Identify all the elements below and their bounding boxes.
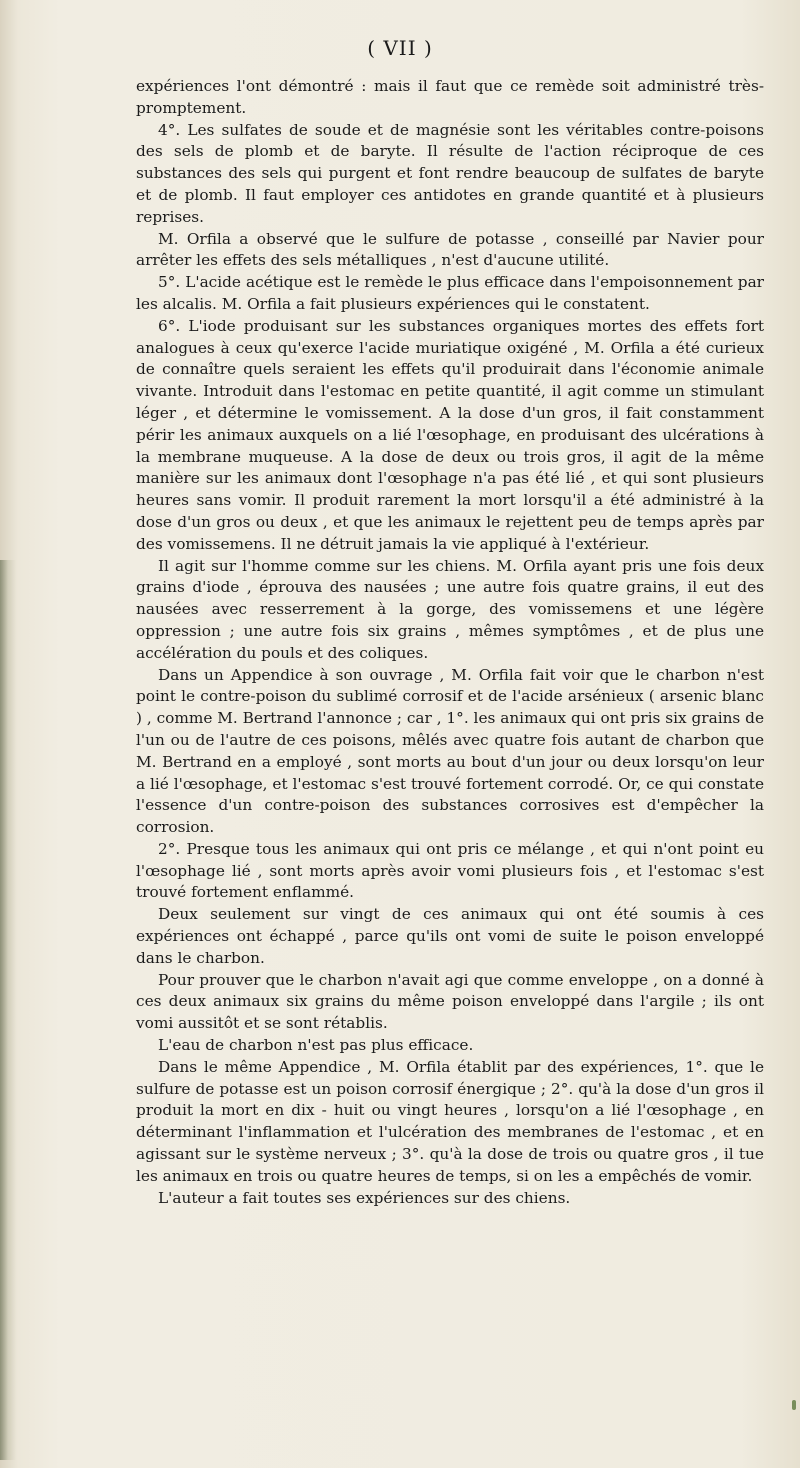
- paragraph-continued: expériences l'ont démontré : mais il faut que ce remède soit administré très-promptement.: [136, 77, 764, 117]
- paragraph-sulfure-potasse: M. Orfila a observé que le sulfure de potasse , conseillé par Navier pour arrêter les effets des sels métalliques , n'est d'aucune utilité.: [136, 229, 764, 270]
- page-body: [136, 76, 764, 1209]
- page-number: ( VII ): [367, 36, 433, 60]
- paragraph-acide-acetique: 5°. L'acide acétique est le remède le plus efficace dans l'empoisonnement par les alcalis. M. Orfila a fait plusieurs expériences qui le constatent.: [136, 273, 764, 313]
- page-stain: [792, 1400, 796, 1410]
- paragraph-deux-animaux: Deux seulement sur vingt de ces animaux qui ont été soumis à ces expériences ont échappé , parce qu'ils ont vomi de suite le poison enveloppé dans le charbon.: [136, 905, 764, 967]
- paragraph-sulfates: 4°. Les sulfates de soude et de magnésie sont les véritables contre-poisons des sels de plomb et de baryte. Il résulte de l'action réciproque de ces substances des sels qui purgent et font rendre beaucoup de sulfates de baryte et de plomb. Il faut employer ces antidotes en grande quantité et à plusieurs reprises.: [136, 120, 764, 226]
- binding-shadow: [0, 560, 16, 1460]
- paragraph-iode: 6°. L'iode produisant sur les substances organiques mortes des effets fort analogues à ceux qu'exerce l'acide muriatique oxigéné , M. Orfila a été curieux de connaître quels seraient les effets qu'il produirait dans l'économie animale vivante. Introduit dans l'estomac en petite quantité, il agit comme un stimulant léger , et détermine le vomissement. A la dose d'un gros, il fait constamment périr les animaux auxquels on a lié l'œsophage, en produisant des ulcérations à la membrane muqueuse. A la dose de deux ou trois gros, il agit de la même manière sur les animaux dont l'œsophage n'a pas été lié , et qui sont plusieurs heures sans vomir. Il produit rarement la mort lorsqu'il a été administré à la dose d'un gros ou deux , et que les animaux le rejettent peu de temps après par des vomissemens. Il ne détruit jamais la vie appliqué à l'extérieur.: [136, 316, 764, 553]
- paragraph-chiens: L'auteur a fait toutes ses expériences sur des chiens.: [158, 1188, 571, 1207]
- paragraph-sulfure-appendice: Dans le même Appendice , M. Orfila établit par des expériences, 1°. que le sulfure de potasse est un poison corrosif énergique ; 2°. qu'à la dose d'un gros il produit la mort en dix - huit ou vingt heures , lorsqu'on a lié l'œsophage , en déterminant l'inflammation et l'ulcération des membranes de l'estomac , et en agissant sur le système nerveux ; 3°. qu'à la dose de trois ou quatre gros , il tue les animaux en trois ou quatre heures de temps, si on les a empêchés de vomir.: [136, 1057, 764, 1185]
- paragraph-appendice-charbon: Dans un Appendice à son ouvrage , M. Orfila fait voir que le charbon n'est point le contre-poison du sublimé corrosif et de l'acide arsénieux ( arsenic blanc ) , comme M. Bertrand l'annonce ; car , 1°. les animaux qui ont pris six grains de l'un ou de l'autre de ces poisons, mêlés avec quatre fois autant de charbon que M. Bertrand en a employé , sont morts au bout d'un jour ou deux lorsqu'on leur a lié l'œsophage, et l'estomac s'est trouvé fortement corrodé. Or, ce qui constate l'essence d'un contre-poison des substances corrosives est d'empêcher la corrosion.: [136, 665, 764, 837]
- paragraph-eau-charbon: L'eau de charbon n'est pas plus efficace.: [158, 1036, 474, 1055]
- paragraph-argile: Pour prouver que le charbon n'avait agi que comme enveloppe , on a donné à ces deux animaux six grains du même poison enveloppé dans l'argile ; ils ont vomi aussitôt et se sont rétablis.: [136, 970, 764, 1033]
- paragraph-iode-homme: Il agit sur l'homme comme sur les chiens. M. Orfila ayant pris une fois deux grains d'iode , éprouva des nausées ; une autre fois quatre grains, il eut des nausées avec resserrement à la gorge, des vomissemens et une légère oppression ; une autre fois six grains , mêmes symptômes , et de plus une accélération du pouls et des coliques.: [136, 556, 764, 662]
- paragraph-melange: 2°. Presque tous les animaux qui ont pris ce mélange , et qui n'ont point eu l'œsophage lié , sont morts après avoir vomi plusieurs fois , et l'estomac s'est trouvé fortement enflammé.: [136, 839, 764, 902]
